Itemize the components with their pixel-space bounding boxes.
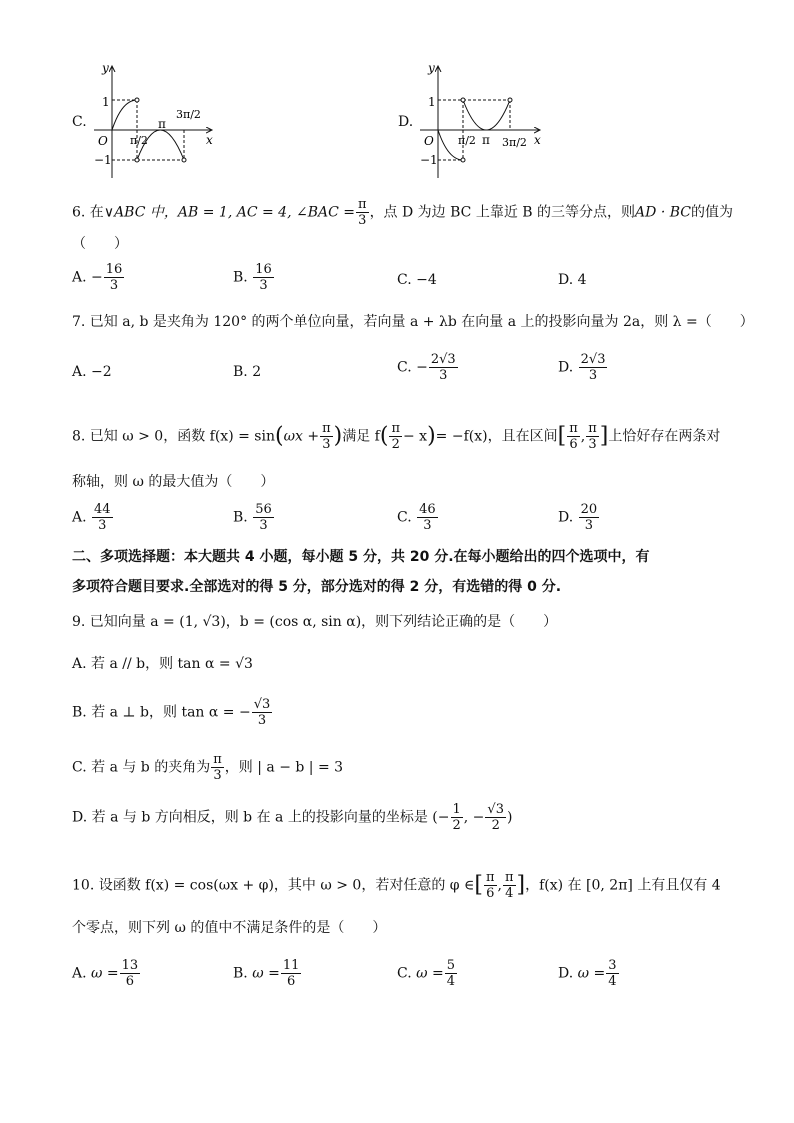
- triangle-icon: ∨: [103, 204, 115, 221]
- section-2-header-line2: 多项符合题目要求.全部选对的得 5 分，部分选对的得 2 分，有选错的得 0 分.: [72, 579, 562, 595]
- question-6-stem: 6. 在∨ABC 中，AB = 1, AC = 4, ∠BAC = $\frac{\pi}{3}$ ，点 D 为边 BC 上靠近 B 的三等分点，则AD · BC的值为: [72, 197, 733, 228]
- q9-option-a: A. 若 a // b，则 tan α = √3: [72, 656, 253, 672]
- question-9-stem: 9. 已知向量 a = (1, √3)，b = (cos α, sin α)，则下列结论正确的是（ ）: [72, 614, 558, 630]
- q7-option-d: D. $\frac{2√3}{3}$: [558, 352, 606, 383]
- tick-one: 1: [428, 95, 436, 109]
- x-axis-label: x: [206, 133, 213, 147]
- tick-pi-half: π/2: [458, 134, 476, 147]
- tick-three-pi-half: 3π/2: [176, 108, 201, 121]
- option-c-label: C.: [72, 114, 87, 130]
- q8-option-c: C. $\frac{46}{3}$: [397, 502, 436, 533]
- tick-pi: π: [158, 117, 166, 131]
- tick-neg-one: −1: [94, 153, 112, 167]
- q10-option-a: A. ω = $\frac{13}{6}$: [72, 958, 139, 989]
- q10-option-d: D. ω = $\frac{3}{4}$: [558, 958, 617, 989]
- q10-option-c: C. ω = $\frac{5}{4}$: [397, 958, 456, 989]
- q6-option-a: A. − $\frac{16}{3}$: [72, 262, 123, 293]
- graph-d: [418, 60, 548, 180]
- question-10-line2: 个零点，则下列 ω 的值中不满足条件的是（ ）: [72, 920, 387, 936]
- question-8-line2: 称轴，则 ω 的最大值为（ ）: [72, 474, 275, 490]
- tick-neg-one: −1: [420, 153, 438, 167]
- q8-option-b: B. $\frac{56}{3}$: [233, 502, 272, 533]
- q7-option-a: A. −2: [72, 364, 112, 380]
- y-axis-label: y: [428, 61, 435, 75]
- option-d-label: D.: [398, 114, 414, 130]
- question-8-stem: 8. 已知 ω > 0，函数 f(x) = sin(ωx + $\frac{\pi}{3}$ )满足 f( $\frac{\pi}{2}$ − x)= −f(x)，且在区间[ $\frac{\pi}{6}$ , $\frac{\pi}{3}$ ]上恰好存在两条对: [72, 421, 721, 452]
- question-10-stem: 10. 设函数 f(x) = cos(ωx + φ)，其中 ω > 0，若对任意的 φ ∈[ $\frac{\pi}{6}$ , $\frac{\pi}{4}$ ]，f(x) 在 [0, 2π] 上有且仅有 4: [72, 870, 721, 901]
- q6-option-d: D. 4: [558, 272, 587, 288]
- section-2-header-line1: 二、多项选择题：本大题共 4 小题，每小题 5 分，共 20 分.在每小题给出的四个选项中，有: [72, 549, 650, 565]
- tick-pi: π: [482, 133, 490, 147]
- q6-option-b: B. $\frac{16}{3}$: [233, 262, 272, 293]
- origin-label: O: [98, 134, 108, 148]
- question-7-stem: 7. 已知 a, b 是夹角为 120° 的两个单位向量，若向量 a + λb 在向量 a 上的投影向量为 2a，则 λ =（ ）: [72, 314, 754, 330]
- tick-three-pi-half: 3π/2: [502, 136, 527, 149]
- tick-one: 1: [102, 95, 110, 109]
- q9-option-d: D. 若 a 与 b 方向相反，则 b 在 a 上的投影向量的坐标是 (− $\frac{1}{2}$ , − $\frac{√3}{2}$ ): [72, 802, 513, 833]
- q8-option-a: A. $\frac{44}{3}$: [72, 502, 111, 533]
- q10-option-b: B. ω = $\frac{11}{6}$: [233, 958, 300, 989]
- origin-label: O: [424, 134, 434, 148]
- q7-option-c: C. − $\frac{2√3}{3}$: [397, 352, 456, 383]
- question-6-paren: （ ）: [72, 236, 128, 252]
- x-axis-label: x: [534, 133, 541, 147]
- q8-option-d: D. $\frac{20}{3}$: [558, 502, 598, 533]
- q7-option-b: B. 2: [233, 364, 262, 380]
- graph-c: [92, 60, 222, 180]
- q9-option-c: C. 若 a 与 b 的夹角为 $\frac{\pi}{3}$ ，则 | a − b | = 3: [72, 752, 344, 783]
- q9-option-b: B. 若 a ⊥ b，则 tan α = − $\frac{√3}{3}$: [72, 697, 271, 728]
- tick-pi-half: π/2: [130, 134, 148, 147]
- y-axis-label: y: [102, 61, 109, 75]
- q6-option-c: C. −4: [397, 272, 437, 288]
